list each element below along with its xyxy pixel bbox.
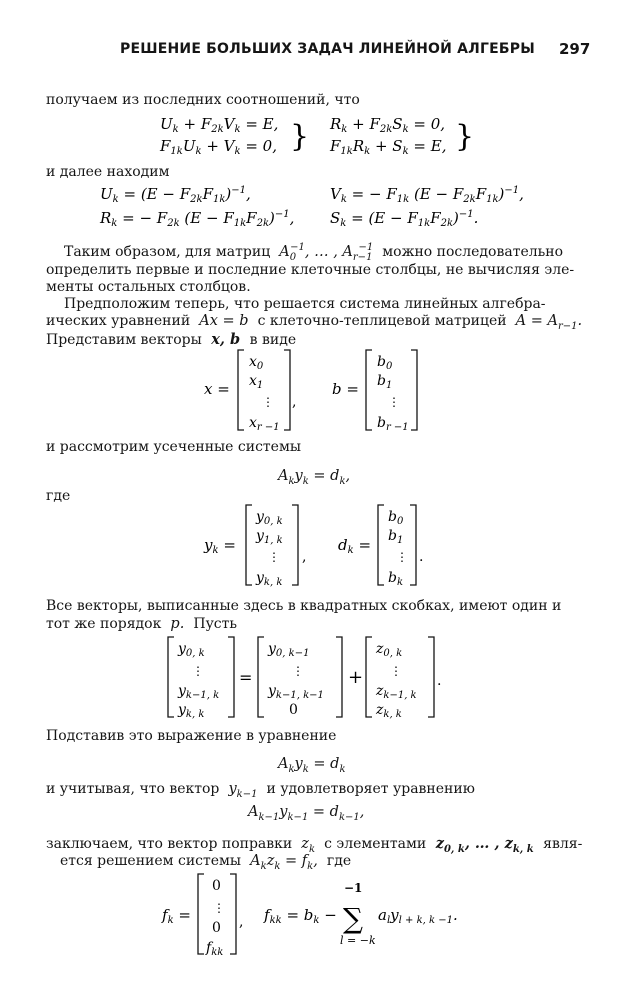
svg-text:=: = bbox=[239, 668, 253, 687]
equation-system-1 bbox=[155, 112, 485, 162]
svg-text:zk−1, k: $z_{k-1, k}$ bbox=[376, 683, 417, 701]
para8-text-e: где bbox=[326, 853, 352, 869]
para2-text-c: с клеточно-теплицевой матрицей bbox=[257, 313, 507, 329]
para5-line1: Все векторы, выписанные здесь в квадратных скобках, имеют один и bbox=[46, 598, 562, 614]
para8-line2 bbox=[60, 853, 351, 872]
para2-text-d: Представим векторы bbox=[46, 332, 202, 348]
inline-math-zk: $z_k$ bbox=[296, 836, 316, 855]
para1-line3: менты остальных столбцов. bbox=[46, 279, 251, 295]
inline-math-yk1: $y_{k-1}$ bbox=[223, 781, 258, 800]
para1-text-a: Таким образом, для матриц bbox=[64, 243, 271, 260]
para5-text-c: Пусть bbox=[193, 616, 238, 632]
inline-math-x-b: x, b bbox=[206, 331, 246, 348]
svg-text:alyl + k, k −1.: $a_ly_{l + k, k -1}$. bbox=[378, 906, 458, 926]
svg-text:b1: $b_1$ bbox=[377, 373, 393, 391]
equation-system-2 bbox=[98, 182, 538, 234]
svg-text:y0, k: $y_{0, k}$ bbox=[256, 509, 283, 527]
text-line-1: получаем из последних соотношений, что bbox=[46, 92, 360, 108]
svg-text:y0, k−1: $y_{0, k-1}$ bbox=[268, 641, 310, 659]
svg-text:y0, k: $y_{0, k}$ bbox=[178, 641, 205, 659]
running-header: РЕШЕНИЕ БОЛЬШИХ ЗАДАЧ ЛИНЕЙНОЙ АЛГЕБРЫ bbox=[120, 41, 535, 57]
svg-text:yk, k: $y_{k, k}$ bbox=[256, 570, 283, 587]
svg-text:Uk = (E − F2kF1k)−1,: $U_k = (E - F_{2k}F_{1k})^{-1}$, bbox=[100, 185, 251, 205]
svg-text:fkk: $f_{kk}$ bbox=[206, 940, 224, 956]
text-line-2: и далее находим bbox=[46, 164, 170, 180]
svg-text:,: , bbox=[302, 549, 307, 565]
para2-line1: Предположим теперь, что решается система линейных алгебра- bbox=[64, 296, 546, 312]
svg-text:z0, k: $z_{0, k}$ bbox=[376, 641, 403, 659]
para1-line2: определить первые и последние клеточные столбцы, не вычисляя эле- bbox=[46, 262, 575, 278]
para7-text-a: и учитывая, что вектор bbox=[46, 781, 220, 797]
svg-text:Rk = − F2k (E − F1kF2k)−1,: $R_k$ = − $F_{2k}$ $(E - F_{1k}F_{2k})^{-1}$, bbox=[100, 209, 295, 229]
svg-text:x0: $x_0$ bbox=[249, 354, 264, 372]
para8-text-b: с элементами bbox=[324, 836, 427, 852]
equation-fk-definition bbox=[160, 872, 490, 960]
svg-text:.: . bbox=[437, 673, 442, 689]
para8-text-c: явля- bbox=[543, 836, 583, 852]
equation-vectors-x-b bbox=[200, 348, 440, 436]
svg-text:⋮: ⋮ bbox=[292, 664, 304, 678]
para1-line1 bbox=[64, 242, 580, 263]
svg-text:bk: $b_k$ bbox=[388, 570, 404, 587]
svg-text:⋮: ⋮ bbox=[213, 901, 225, 915]
equation-decomposition bbox=[166, 635, 466, 723]
para7-text-b: и удовлетворяет уравнению bbox=[266, 781, 475, 797]
svg-text:b =: b = bbox=[332, 380, 359, 398]
svg-text:fk =: $f_k$ = bbox=[162, 906, 191, 926]
svg-text:}: } bbox=[290, 119, 310, 154]
equation-ak1-yk1: $A_{k-1}y_{k-1} = d_{k-1}$, bbox=[248, 804, 365, 823]
svg-text:x1: $x_1$ bbox=[249, 373, 264, 391]
svg-text:y1, k: $y_{1, k}$ bbox=[256, 528, 283, 546]
para5-text-b: тот же порядок bbox=[46, 616, 162, 632]
svg-text:−1: −1 bbox=[344, 881, 363, 895]
svg-text:⋮: ⋮ bbox=[390, 664, 402, 678]
svg-text:b0: $b_0$ bbox=[377, 354, 393, 372]
svg-text:⋮: ⋮ bbox=[396, 550, 408, 564]
svg-text:b0: $b_0$ bbox=[388, 509, 404, 527]
para2-line2 bbox=[46, 313, 582, 332]
svg-text:0: 0 bbox=[212, 878, 221, 894]
para7-line bbox=[46, 781, 475, 800]
para8-text-a: заключаем, что вектор поправки bbox=[46, 836, 293, 852]
svg-text:0: 0 bbox=[212, 920, 221, 936]
svg-text:b1: $b_1$ bbox=[388, 528, 404, 546]
svg-text:⋮: ⋮ bbox=[192, 664, 204, 678]
para2-text-b: ических уравнений bbox=[46, 313, 191, 329]
svg-text:Vk = − F1k (E − F2kF1k)−1,: $V_k$ = − $F_{1k}$ $(E - F_{2k}F_{1k})^{-1}$, bbox=[330, 185, 524, 205]
text-line-p3: и рассмотрим усеченные системы bbox=[46, 439, 301, 455]
svg-text:l = −k: l = −k bbox=[340, 934, 376, 947]
inline-math-akzk-fk: $A_kz_k = f_k$, bbox=[245, 853, 323, 872]
svg-text:yk−1, k−1: $y_{k-1, k-1}$ bbox=[268, 683, 324, 701]
svg-text:yk =: $y_k$ = bbox=[204, 536, 236, 556]
svg-text:.: . bbox=[419, 549, 424, 565]
svg-text:yk−1, k: $y_{k-1, k}$ bbox=[178, 683, 220, 701]
svg-text:}: } bbox=[455, 119, 475, 154]
svg-text:Uk + F2kVk = E,: $U_k + F_{2k}V_k = E$, bbox=[160, 115, 279, 135]
inline-math-a-ar1: $A = A_{r-1}$. bbox=[511, 313, 583, 332]
svg-text:br −1: $b_{r -1}$ bbox=[377, 415, 409, 432]
inline-math-p: p. bbox=[165, 616, 189, 632]
svg-text:zk, k: $z_{k, k}$ bbox=[376, 702, 402, 719]
svg-text:x =: x = bbox=[204, 380, 230, 398]
para2-line3 bbox=[46, 331, 296, 348]
svg-text:∑: ∑ bbox=[343, 902, 363, 935]
svg-text:Sk = (E − F1kF2k)−1.: $S_k = (E - F_{1k}F_{2k})^{-1}$. bbox=[330, 209, 479, 229]
page-number: 297 bbox=[559, 40, 591, 58]
equation-akyk-dk-2: $A_ky_k = d_k$ bbox=[278, 756, 346, 775]
svg-text:0: 0 bbox=[289, 702, 298, 718]
svg-text:yk, k: $y_{k, k}$ bbox=[178, 702, 205, 719]
svg-text:⋮: ⋮ bbox=[268, 550, 280, 564]
svg-text:,: , bbox=[239, 914, 244, 930]
equation-akyk-dk: $A_ky_k = d_k$, bbox=[278, 468, 351, 487]
svg-text:Rk + F2kSk = 0,: $R_k + F_{2k}S_k = 0$, bbox=[330, 115, 446, 135]
svg-text:⋮: ⋮ bbox=[388, 395, 400, 409]
svg-text:dk =: $d_k$ = bbox=[338, 536, 372, 556]
para2-text-e: в виде bbox=[249, 332, 297, 348]
inline-math-ax-b: Ax = b bbox=[194, 313, 254, 329]
inline-math-inverses: $A_0^{-1}$, … , $A_{r-1}^{-1}$ bbox=[274, 242, 374, 263]
svg-text:+: + bbox=[348, 667, 364, 688]
para1-text-b: можно последовательно bbox=[382, 243, 564, 260]
svg-text:xr −1: $x_{r -1}$ bbox=[249, 415, 280, 432]
para5-line2 bbox=[46, 616, 237, 632]
svg-text:,: , bbox=[292, 394, 297, 410]
svg-text:F1kRk + Sk = E,: $F_{1k}R_k + S_k = E$, bbox=[330, 137, 447, 157]
text-line-p6: Подставив это выражение в уравнение bbox=[46, 728, 337, 744]
svg-text:fkk = bk −: $f_{kk} = b_k$ − bbox=[264, 906, 337, 926]
para8-text-d: ется решением системы bbox=[60, 853, 242, 869]
svg-text:⋮: ⋮ bbox=[262, 395, 274, 409]
svg-text:F1kUk + Vk = 0,: $F_{1k}U_k + V_k = 0$, bbox=[160, 137, 277, 157]
para8-line1 bbox=[46, 835, 582, 855]
inline-math-z-elements: $z_{0, k}$, … , $z_{k, k}$ bbox=[430, 835, 534, 855]
text-line-p4: где bbox=[46, 488, 71, 504]
equation-vectors-yk-dk bbox=[200, 503, 440, 591]
